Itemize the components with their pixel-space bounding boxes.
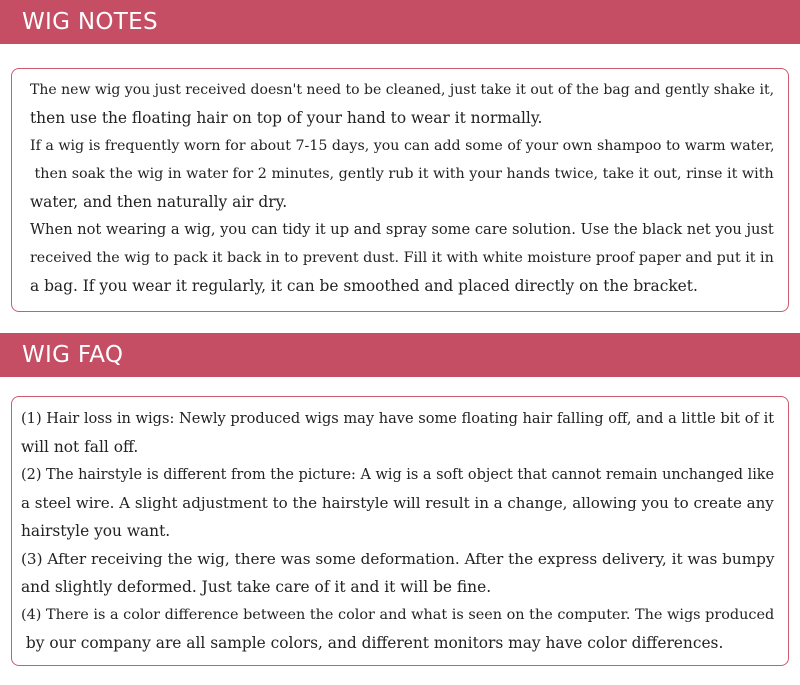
wig-faq-box xyxy=(11,396,789,666)
faq-line: (2) The hairstyle is different from the picture: A wig is a soft object that cannot remain unchanged like xyxy=(21,467,775,483)
faq-line: a steel wire. A slight adjustment to the hairstyle will result in a change, allowing you to create any xyxy=(21,494,774,512)
faq-line: and slightly deformed. Just take care of it and it will be fine. xyxy=(21,578,492,596)
notes-line: received the wig to pack it back in to prevent dust. Fill it with white moisture proof paper and put it in xyxy=(30,250,774,266)
wig-notes-header xyxy=(0,0,800,44)
wig-notes-title: WIG NOTES xyxy=(22,9,158,35)
notes-line: water, and then naturally air dry. xyxy=(30,193,288,211)
wig-faq-title: WIG FAQ xyxy=(22,342,124,368)
notes-line: a bag. If you wear it regularly, it can be smoothed and placed directly on the bracket. xyxy=(30,277,698,295)
notes-line: If a wig is frequently worn for about 7-15 days, you can add some of your own shampoo to warm water, xyxy=(30,138,775,154)
notes-line: then use the floating hair on top of your hand to wear it normally. xyxy=(30,109,543,127)
wig-notes-box xyxy=(11,68,789,312)
faq-line: will not fall off. xyxy=(21,438,139,456)
faq-line: hairstyle you want. xyxy=(21,522,171,540)
faq-line: (3) After receiving the wig, there was some deformation. After the express delivery, it was bumpy xyxy=(21,550,775,568)
notes-line: then soak the wig in water for 2 minutes, gently rub it with your hands twice, take it out, rinse it with xyxy=(30,166,774,182)
faq-line: (4) There is a color difference between the color and what is seen on the computer. The wigs produced xyxy=(21,607,775,623)
faq-line: (1) Hair loss in wigs: Newly produced wigs may have some floating hair falling off, and a little bit of it xyxy=(21,410,775,427)
notes-line: When not wearing a wig, you can tidy it up and spray some care solution. Use the black net you just xyxy=(30,221,774,238)
notes-line: The new wig you just received doesn't need to be cleaned, just take it out of the bag and gently shake it, xyxy=(30,82,775,98)
wig-faq-header xyxy=(0,333,800,377)
faq-line: by our company are all sample colors, and different monitors may have color differences. xyxy=(21,634,724,652)
